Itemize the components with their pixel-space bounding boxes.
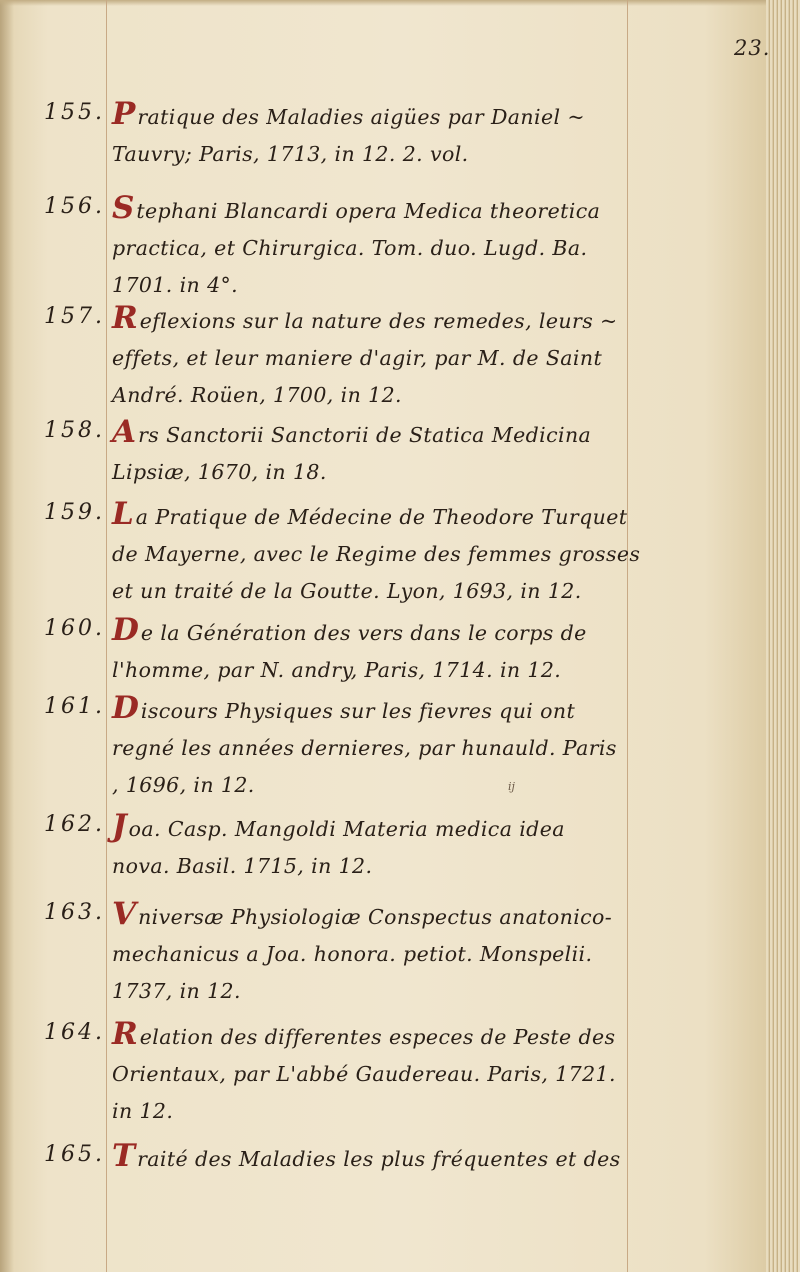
entry-line <box>112 300 652 340</box>
binding-shadow <box>0 0 14 1272</box>
entry-line-text: oa. Casp. Mangoldi Materia medica idea <box>128 817 565 841</box>
red-initial: P <box>112 96 136 132</box>
entry-number: 159. <box>44 500 105 525</box>
entry-line <box>112 896 652 936</box>
entry-line-text: ratique des Maladies aigües par Daniel ~ <box>137 105 585 129</box>
entry-line-text: eflexions sur la nature des remedes, leurs ~ <box>139 309 618 333</box>
entry-line: 1701. in 4°. <box>112 273 239 297</box>
entry-line: 1737, in 12. <box>112 979 241 1003</box>
red-initial: J <box>112 808 127 844</box>
entry-line <box>112 1016 652 1056</box>
red-initial: D <box>112 690 139 726</box>
page-top-edge <box>0 0 800 6</box>
entry-text <box>112 612 652 689</box>
entry-text <box>112 496 652 610</box>
entry-line <box>112 190 652 230</box>
entry-line-text: niversæ Physiologiæ Conspectus anatonico- <box>138 905 613 929</box>
entry-text <box>112 414 652 491</box>
entry-line: nova. Basil. 1715, in 12. <box>112 854 373 878</box>
red-initial: R <box>112 1016 138 1052</box>
page-fore-edge <box>766 0 800 1272</box>
entry-line-text: rs Sanctorii Sanctorii de Statica Medicina <box>138 423 592 447</box>
entry-line <box>112 1138 652 1178</box>
entry-number: 158. <box>44 418 105 443</box>
entry-number: 163. <box>44 900 105 925</box>
entry-text <box>112 896 652 1010</box>
entry-line: effets, et leur maniere d'agir, par M. de Saint <box>112 346 603 370</box>
entry-line <box>112 496 652 536</box>
entry-line <box>112 612 652 652</box>
entry-text <box>112 808 652 885</box>
entry-line: et un traité de la Goutte. Lyon, 1693, in 12. <box>112 579 582 603</box>
entry-line <box>112 690 652 730</box>
entry-line: Lipsiæ, 1670, in 18. <box>112 460 327 484</box>
entry-number: 162. <box>44 812 105 837</box>
entry-text <box>112 690 652 804</box>
entry-text <box>112 1016 652 1130</box>
entry-line <box>112 808 652 848</box>
entry-line-text: e la Génération des vers dans le corps de <box>140 621 587 645</box>
entry-line: in 12. <box>112 1099 174 1123</box>
entry-line-text: raité des Maladies les plus fréquentes et des <box>137 1147 621 1171</box>
entry-number: 156. <box>44 194 105 219</box>
entry-line: mechanicus a Joa. honora. petiot. Monspelii. <box>112 942 593 966</box>
red-initial: V <box>112 896 137 932</box>
red-initial: R <box>112 300 138 336</box>
red-initial: A <box>112 414 137 450</box>
entry-number: 164. <box>44 1020 105 1045</box>
page-number: 23. <box>734 36 771 60</box>
entry-number: 161. <box>44 694 105 719</box>
entry-text <box>112 300 652 414</box>
red-initial: L <box>112 496 134 532</box>
entry-text <box>112 96 652 173</box>
entry-line: Orientaux, par L'abbé Gaudereau. Paris, 1721. <box>112 1062 616 1086</box>
entry-text <box>112 190 652 304</box>
entry-line-text: iscours Physiques sur les fievres qui ont <box>140 699 576 723</box>
entry-line: regné les années dernieres, par hunauld. Paris <box>112 736 617 760</box>
red-initial: D <box>112 612 139 648</box>
left-margin-rule <box>106 0 107 1272</box>
red-initial: T <box>112 1138 136 1174</box>
entry-number: 165. <box>44 1142 105 1167</box>
entry-line-text: a Pratique de Médecine de Theodore Turquet <box>135 505 628 529</box>
entry-line: practica, et Chirurgica. Tom. duo. Lugd. Ba. <box>112 236 588 260</box>
entry-number: 157. <box>44 304 105 329</box>
entry-line: l'homme, par N. andry, Paris, 1714. in 12. <box>112 658 562 682</box>
entry-number: 155. <box>44 100 105 125</box>
entry-line: de Mayerne, avec le Regime des femmes grosses <box>112 542 641 566</box>
entry-line-text: tephani Blancardi opera Medica theoretica <box>136 199 601 223</box>
red-initial: S <box>112 190 135 226</box>
entry-line <box>112 414 652 454</box>
entry-number: 160. <box>44 616 105 641</box>
entry-line-text: elation des differentes especes de Peste des <box>139 1025 616 1049</box>
entry-line <box>112 96 652 136</box>
entry-line: André. Roüen, 1700, in 12. <box>112 383 402 407</box>
entry-line: , 1696, in 12. <box>112 773 255 797</box>
entry-line: Tauvry; Paris, 1713, in 12. 2. vol. <box>112 142 469 166</box>
entry-text <box>112 1138 652 1178</box>
stray-ink-mark: ij <box>508 780 515 793</box>
